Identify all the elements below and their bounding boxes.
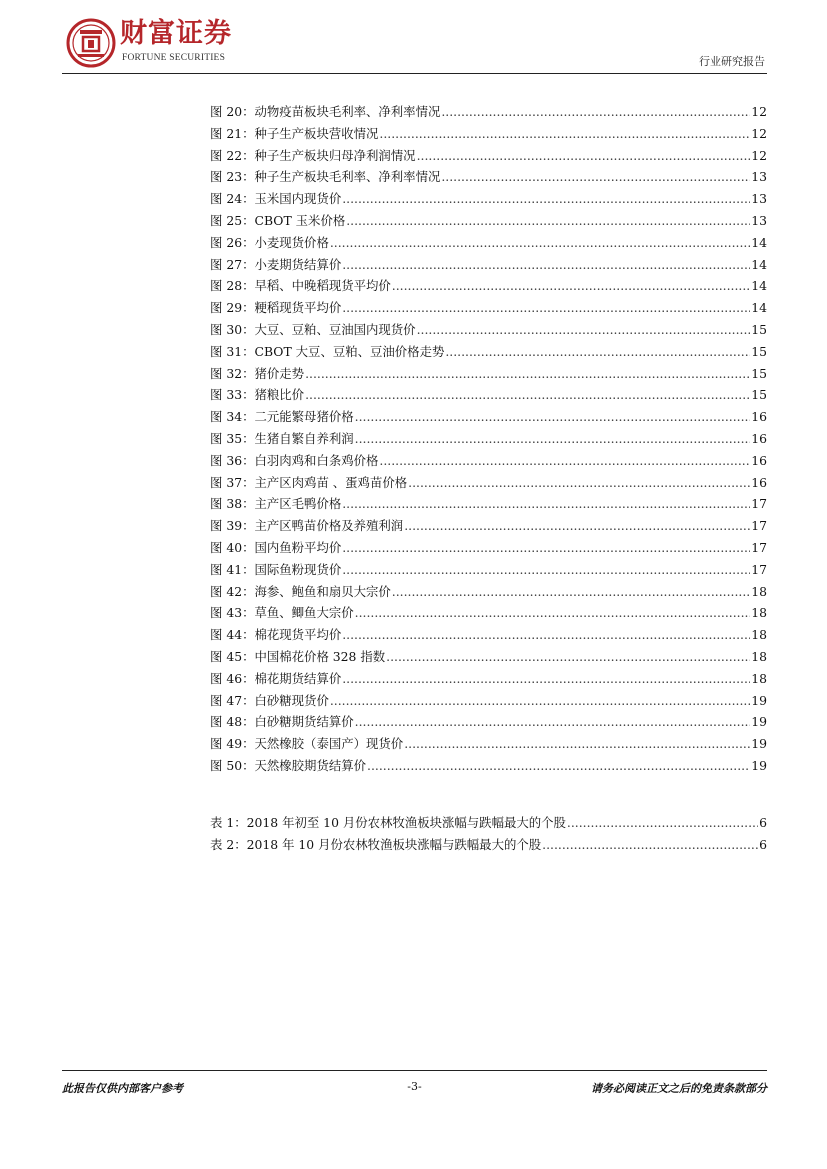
figure-entry-page: 17 xyxy=(751,539,767,555)
dot-leader xyxy=(342,297,750,319)
dot-leader xyxy=(342,624,750,646)
figure-entry[interactable] xyxy=(210,450,767,472)
figure-entry[interactable] xyxy=(210,101,767,123)
figure-entry-page: 13 xyxy=(751,212,767,228)
figure-entry-page: 18 xyxy=(751,648,767,664)
dot-leader xyxy=(355,406,751,428)
dot-leader xyxy=(404,515,750,537)
figure-entry-label: 图 32：猪价走势 xyxy=(210,365,305,381)
figure-entry[interactable] xyxy=(210,493,767,515)
dot-leader xyxy=(346,210,750,232)
dot-leader xyxy=(445,341,750,363)
figure-entry-label: 图 30：大豆、豆粕、豆油国内现货价 xyxy=(210,321,416,337)
figure-entry-page: 14 xyxy=(751,278,767,294)
figure-entry-label: 图 42：海参、鲍鱼和扇贝大宗价 xyxy=(210,583,391,599)
figure-entry[interactable] xyxy=(210,123,767,145)
dot-leader xyxy=(342,254,750,276)
dot-leader xyxy=(392,581,750,603)
dot-leader xyxy=(342,188,750,210)
report-type: 行业研究报告 xyxy=(699,55,765,68)
dot-leader xyxy=(542,834,758,856)
figure-entry-page: 16 xyxy=(751,409,767,425)
figure-entry[interactable] xyxy=(210,297,767,319)
table-entry-page: 6 xyxy=(759,815,767,830)
dot-leader xyxy=(305,363,750,385)
figure-entry[interactable] xyxy=(210,690,767,712)
figure-entry-page: 14 xyxy=(751,300,767,316)
figure-entry[interactable] xyxy=(210,145,767,167)
table-entry-label: 表 2：2018 年 10 月份农林牧渔板块涨幅与跌幅最大的个股 xyxy=(210,836,542,852)
figure-entry-label: 图 36：白羽肉鸡和白条鸡价格 xyxy=(210,452,379,468)
figure-entry[interactable] xyxy=(210,363,767,385)
header-divider xyxy=(62,73,767,74)
figure-entry-page: 15 xyxy=(751,321,767,337)
figure-entry-label: 图 25：CBOT 玉米价格 xyxy=(210,212,346,228)
figure-entry[interactable] xyxy=(210,232,767,254)
figure-entry[interactable] xyxy=(210,515,767,537)
dot-leader xyxy=(386,646,750,668)
figure-entry-label: 图 29：粳稻现货平均价 xyxy=(210,300,342,316)
figure-entry-label: 图 40：国内鱼粉平均价 xyxy=(210,539,342,555)
figure-entry-page: 12 xyxy=(751,125,767,141)
dot-leader xyxy=(330,690,750,712)
figure-entry-label: 图 20：动物疫苗板块毛利率、净利率情况 xyxy=(210,104,441,119)
figure-entry-label: 图 44：棉花现货平均价 xyxy=(210,627,342,643)
figure-entry-page: 17 xyxy=(751,518,767,534)
figure-entry[interactable] xyxy=(210,166,767,188)
figure-entry-page: 15 xyxy=(751,387,767,403)
figure-entry[interactable] xyxy=(210,755,767,777)
figure-entry-page: 18 xyxy=(751,583,767,599)
figure-entry-page: 17 xyxy=(751,496,767,512)
dot-leader xyxy=(567,812,758,834)
figure-entry[interactable] xyxy=(210,254,767,276)
dot-leader xyxy=(379,123,750,145)
figure-entry-label: 图 22：种子生产板块归母净利润情况 xyxy=(210,147,416,163)
figure-entry[interactable] xyxy=(210,275,767,297)
figure-entry-label: 图 45：中国棉花价格 328 指数 xyxy=(210,648,386,664)
figure-entry-label: 图 43：草鱼、鲫鱼大宗价 xyxy=(210,605,354,621)
figure-entry[interactable] xyxy=(210,406,767,428)
figure-entry-page: 19 xyxy=(751,757,767,773)
figure-entry-page: 19 xyxy=(751,714,767,730)
figure-entry[interactable] xyxy=(210,581,767,603)
figure-entry[interactable] xyxy=(210,733,767,755)
figure-entry[interactable] xyxy=(210,472,767,494)
page-footer xyxy=(62,1080,767,1100)
dot-leader xyxy=(330,232,750,254)
figure-entry-page: 12 xyxy=(751,104,767,119)
figure-entry[interactable] xyxy=(210,341,767,363)
figure-entry-page: 19 xyxy=(751,736,767,752)
figure-entry-page: 16 xyxy=(751,474,767,490)
figure-entry-page: 19 xyxy=(751,692,767,708)
figure-entry[interactable] xyxy=(210,668,767,690)
figure-entry-label: 图 35：生猪自繁自养利润 xyxy=(210,430,354,446)
figure-entry-label: 图 26：小麦现货价格 xyxy=(210,234,329,250)
brand-name-en: FORTUNE SECURITIES xyxy=(122,53,226,63)
dot-leader xyxy=(355,428,751,450)
dot-leader xyxy=(342,537,750,559)
figure-entry-page: 13 xyxy=(751,169,767,185)
figure-entry-page: 16 xyxy=(751,430,767,446)
figure-list xyxy=(210,101,767,777)
figure-entry[interactable] xyxy=(210,559,767,581)
footer-disclaimer-right: 请务必阅读正文之后的免责条款部分 xyxy=(591,1082,767,1095)
figure-entry-label: 图 24：玉米国内现货价 xyxy=(210,191,342,207)
figure-entry[interactable] xyxy=(210,624,767,646)
figure-entry[interactable] xyxy=(210,537,767,559)
fortune-securities-logo-icon xyxy=(66,18,116,68)
figure-entry[interactable] xyxy=(210,602,767,624)
figure-entry[interactable] xyxy=(210,384,767,406)
dot-leader xyxy=(441,166,750,188)
dot-leader xyxy=(305,384,750,406)
figure-entry-label: 图 37：主产区肉鸡苗 、蛋鸡苗价格 xyxy=(210,474,408,490)
figure-entry-label: 图 33：猪粮比价 xyxy=(210,387,305,403)
figure-entry-page: 16 xyxy=(751,452,767,468)
figure-entry-label: 图 31：CBOT 大豆、豆粕、豆油价格走势 xyxy=(210,343,445,359)
figure-entry-label: 图 34：二元能繁母猪价格 xyxy=(210,409,354,425)
figure-entry-label: 图 50：天然橡胶期货结算价 xyxy=(210,757,367,773)
figure-entry-label: 图 21：种子生产板块营收情况 xyxy=(210,125,379,141)
table-entry-label: 表 1：2018 年初至 10 月份农林牧渔板块涨幅与跌幅最大的个股 xyxy=(210,815,566,830)
dot-leader xyxy=(342,493,750,515)
figure-entry[interactable] xyxy=(210,428,767,450)
page-header xyxy=(0,0,827,78)
figure-entry-page: 18 xyxy=(751,605,767,621)
figure-entry-label: 图 38：主产区毛鸭价格 xyxy=(210,496,342,512)
table-list xyxy=(210,812,767,856)
figure-entry-page: 18 xyxy=(751,627,767,643)
footer-disclaimer-left: 此报告仅供内部客户参考 xyxy=(62,1082,183,1095)
dot-leader xyxy=(342,559,750,581)
dot-leader xyxy=(379,450,750,472)
figure-entry[interactable] xyxy=(210,210,767,232)
dot-leader xyxy=(441,101,750,123)
figure-entry-label: 图 39：主产区鸭苗价格及养殖利润 xyxy=(210,518,404,534)
dot-leader xyxy=(417,319,751,341)
dot-leader xyxy=(404,733,750,755)
dot-leader xyxy=(367,755,750,777)
table-entry[interactable] xyxy=(210,834,767,856)
figure-entry-label: 图 46：棉花期货结算价 xyxy=(210,670,342,686)
figure-entry-label: 图 49：天然橡胶（泰国产）现货价 xyxy=(210,736,404,752)
figure-entry[interactable] xyxy=(210,711,767,733)
figure-entry[interactable] xyxy=(210,646,767,668)
figure-entry[interactable] xyxy=(210,319,767,341)
dot-leader xyxy=(355,711,751,733)
dot-leader xyxy=(355,602,751,624)
brand-name-cn: 财富证券 xyxy=(120,18,232,49)
figure-entry-label: 图 27：小麦期货结算价 xyxy=(210,256,342,272)
figure-entry-label: 图 48：白砂糖期货结算价 xyxy=(210,714,354,730)
figure-entry-label: 图 47：白砂糖现货价 xyxy=(210,692,329,708)
figure-entry-page: 15 xyxy=(751,343,767,359)
figure-entry-page: 12 xyxy=(751,147,767,163)
table-entry-page: 6 xyxy=(759,836,767,852)
figure-entry-page: 13 xyxy=(751,191,767,207)
figure-entry[interactable] xyxy=(210,188,767,210)
dot-leader xyxy=(342,668,750,690)
dot-leader xyxy=(408,472,750,494)
figure-entry-page: 14 xyxy=(751,234,767,250)
figure-entry-page: 18 xyxy=(751,670,767,686)
table-entry[interactable] xyxy=(210,812,767,834)
dot-leader xyxy=(392,275,750,297)
dot-leader xyxy=(417,145,751,167)
figure-entry-page: 17 xyxy=(751,561,767,577)
figure-entry-page: 14 xyxy=(751,256,767,272)
figure-entry-page: 15 xyxy=(751,365,767,381)
figure-entry-label: 图 28：早稻、中晚稻现货平均价 xyxy=(210,278,391,294)
figure-entry-label: 图 41：国际鱼粉现货价 xyxy=(210,561,342,577)
footer-divider xyxy=(62,1070,767,1071)
page-number: -3- xyxy=(407,1080,422,1093)
figure-entry-label: 图 23：种子生产板块毛利率、净利率情况 xyxy=(210,169,441,185)
